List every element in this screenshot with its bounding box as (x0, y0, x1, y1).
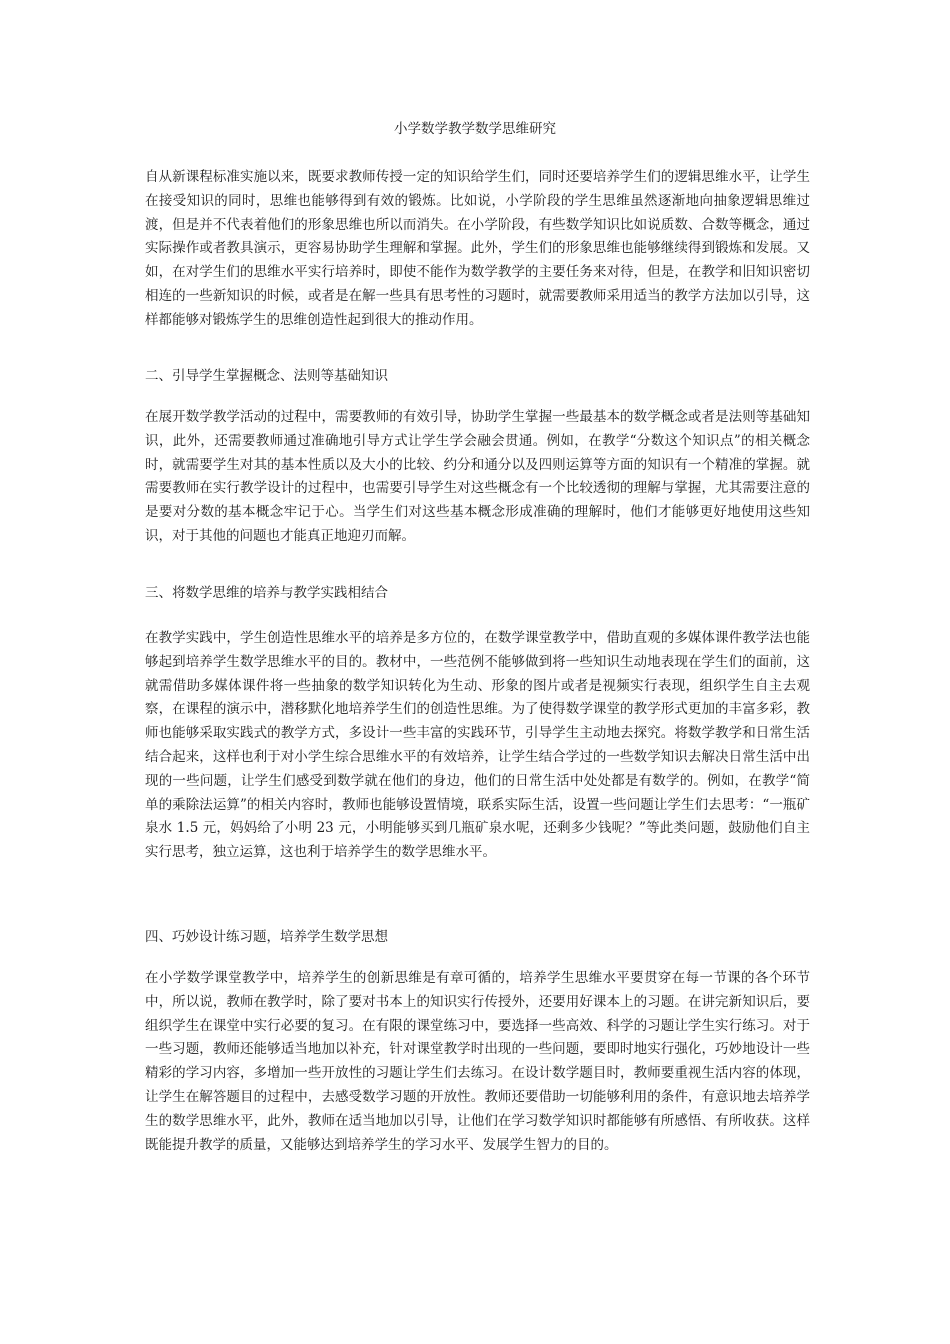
section-heading-4: 四、巧妙设计练习题，培养学生数学思想 (145, 929, 388, 945)
intro-paragraph: 自从新课程标准实施以来，既要求教师传授一定的知识给学生们，同时还要培养学生们的逻辑思维水平，让学生在接受知识的同时，思维也能够得到有效的锻炼。比如说，小学阶段的学生思维虽然逐渐地向抽象逻辑思维过渡，但是并不代表着他们的形象思维也所以而消失。在小学阶段，有些数学知识比如说质数、合数等概念，通过实际操作或者教具演示，更容易协助学生理解和掌握。此外，学生们的形象思维也能够继续得到锻炼和发展。又如，在对学生们的思维水平实行培养时，即使不能作为数学教学的主要任务来对待，但是，在教学和旧知识密切相连的一些新知识的时候，或者是在解一些具有思考性的习题时，就需要教师采用适当的教学方法加以引导，这样都能够对锻炼学生的思维创造性起到很大的推动作用。 (145, 169, 810, 328)
document-title: 小学数学教学数学思维研究 (394, 121, 556, 137)
section-body-3: 在教学实践中，学生创造性思维水平的培养是多方位的，在数学课堂教学中，借助直观的多媒体课件教学法也能够起到培养学生数学思维水平的目的。教材中，一些范例不能够做到将一些知识生动地表现在学生们的面前，这就需借助多媒体课件将一些抽象的数学知识转化为生动、形象的图片或者是视频实行表现，组织学生自主去观察，在课程的演示中，潜移默化地培养学生们的创造性思维。为了使得数学课堂的教学形式更加的丰富多彩，教师也能够采取实践式的教学方式，多设计一些丰富的实践环节，引导学生主动地去探究。将数学教学和日常生活结合起来，这样也利于对小学生综合思维水平的有效培养，让学生结合学过的一些数学知识去解决日常生活中出现的一些问题，让学生们感受到数学就在他们的身边，他们的日常生活中处处都是有数学的。例如，在教学“简单的乘除法运算”的相关内容时，教师也能够设置情境，联系实际生活，设置一些问题让学生们去思考：“一瓶矿泉水 1.5 元，妈妈给了小明 23 元，小明能够买到几瓶矿泉水呢，还剩多少钱呢？”等此类问题，鼓励他们自主实行思考，独立运算，这也利于培养学生的数学思维水平。 (145, 630, 810, 861)
section-body-4: 在小学数学课堂教学中，培养学生的创新思维是有章可循的，培养学生思维水平要贯穿在每一节课的各个环节中，所以说，教师在教学时，除了要对书本上的知识实行传授外，还要用好课本上的习题。在讲完新知识后，要组织学生在课堂中实行必要的复习。在有限的课堂练习中，要选择一些高效、科学的习题让学生实行练习。对于一些习题，教师还能够适当地加以补充，针对课堂教学时出现的一些问题，要即时地实行强化，巧妙地设计一些精彩的学习内容，多增加一些开放性的习题让学生们去练习。在设计数学题目时，教师要重视生活内容的体现，让学生在解答题目的过程中，去感受数学习题的开放性。教师还要借助一切能够利用的条件，有意识地去培养学生的数学思维水平，此外，教师在适当地加以引导，让他们在学习数学知识时都能够有所感悟、有所收获。这样既能提升教学的质量，又能够达到培养学生的学习水平、发展学生智力的目的。 (145, 970, 810, 1153)
section-heading-2: 二、引导学生掌握概念、法则等基础知识 (145, 368, 388, 384)
section-body-2: 在展开数学教学活动的过程中，需要教师的有效引导，协助学生掌握一些最基本的数学概念或者是法则等基础知识，此外，还需要教师通过准确地引导方式让学生学会融会贯通。例如，在教学“分数这个知识点”的相关概念时，就需要学生对其的基本性质以及大小的比较、约分和通分以及四则运算等方面的知识有一个精准的掌握。就需要教师在实行教学设计的过程中，也需要引导学生对这些概念有一个比较透彻的理解与掌握，尤其需要注意的是要对分数的基本概念牢记于心。当学生们对这些基本概念形成准确的理解时，他们才能够更好地使用这些知识，对于其他的问题也才能真正地迎刃而解。 (145, 409, 810, 544)
section-heading-3: 三、将数学思维的培养与教学实践相结合 (145, 585, 388, 601)
